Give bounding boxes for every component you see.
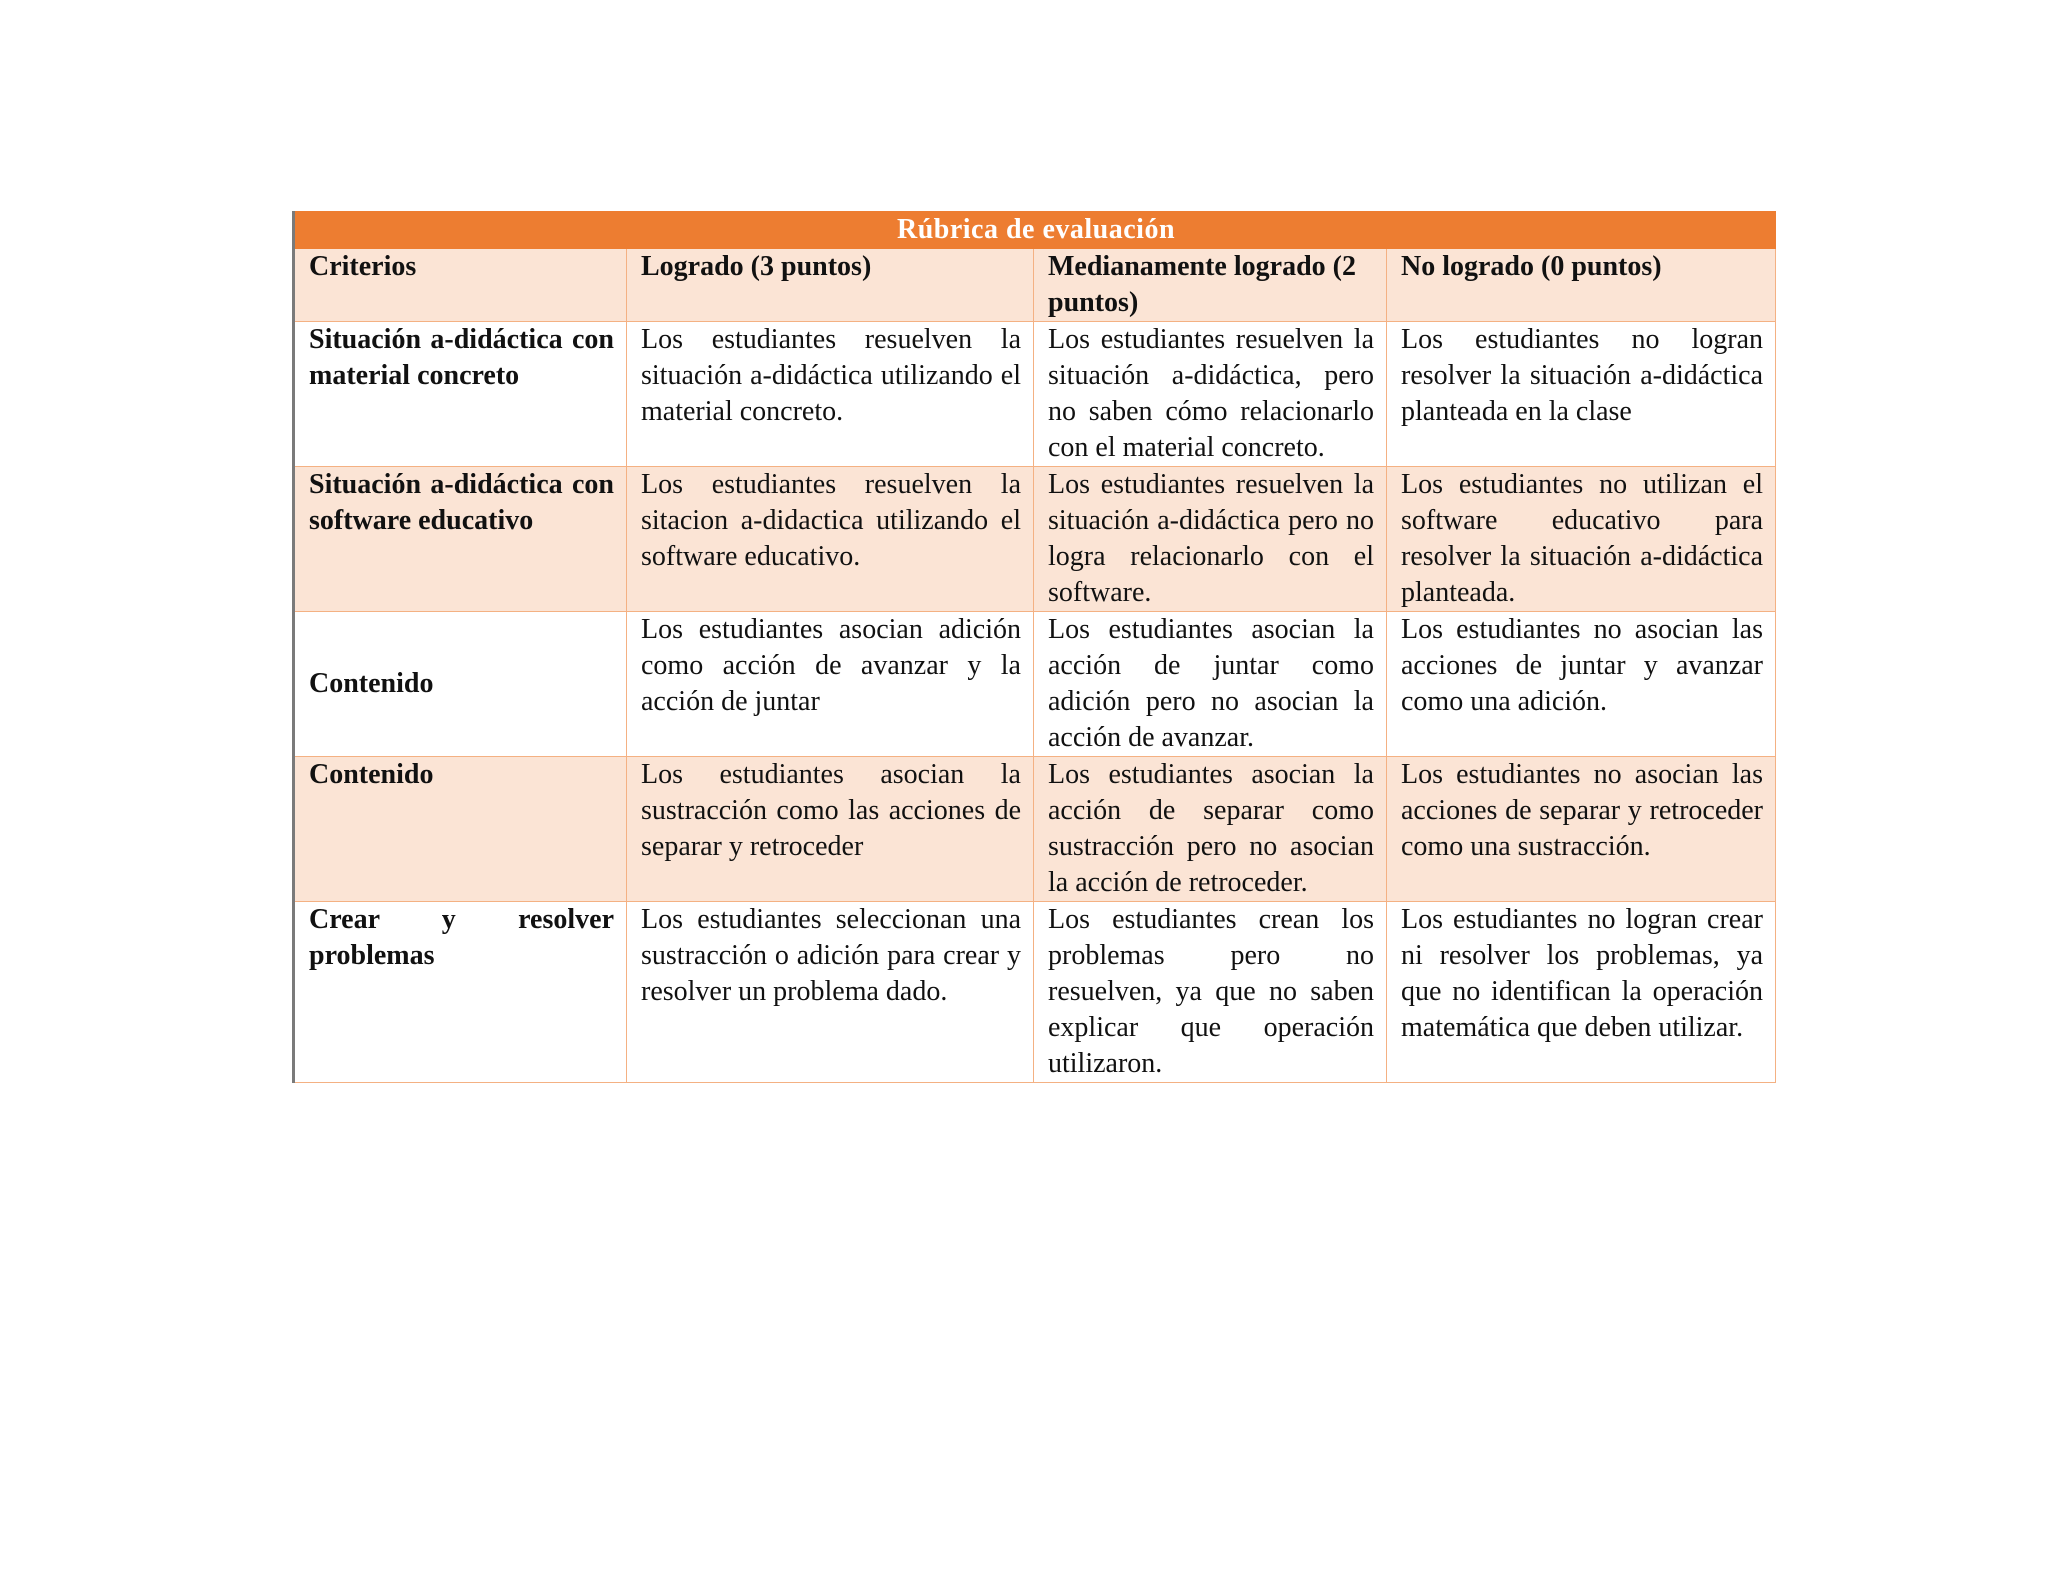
logrado-cell: Los estudiantes asocian adición como acción de avanzar y la acción de juntar: [627, 612, 1034, 757]
criterio-cell: Situación a-didáctica con software educativo: [294, 467, 627, 612]
criterio-cell: Situación a-didáctica con material concreto: [294, 322, 627, 467]
header-no-logrado: No logrado (0 puntos): [1387, 249, 1776, 322]
title-row: [294, 212, 1776, 249]
criterio-cell: Contenido: [294, 757, 627, 902]
medianamente-cell: Los estudiantes resuelven la situación a-didáctica pero no logra relacionarlo con el software.: [1034, 467, 1387, 612]
rubric-title: Rúbrica de evaluación: [294, 212, 1776, 249]
table-row: [294, 902, 1776, 1083]
logrado-cell: Los estudiantes resuelven la sitacion a-didactica utilizando el software educativo.: [627, 467, 1034, 612]
medianamente-cell: Los estudiantes asocian la acción de juntar como adición pero no asocian la acción de avanzar.: [1034, 612, 1387, 757]
header-row: [294, 249, 1776, 322]
table-row: [294, 757, 1776, 902]
medianamente-cell: Los estudiantes resuelven la situación a-didáctica, pero no saben cómo relacionarlo con el material concreto.: [1034, 322, 1387, 467]
medianamente-cell: Los estudiantes crean los problemas pero no resuelven, ya que no saben explicar que operación utilizaron.: [1034, 902, 1387, 1083]
logrado-cell: Los estudiantes asocian la sustracción como las acciones de separar y retroceder: [627, 757, 1034, 902]
rubric-table: [292, 211, 1776, 1083]
header-logrado: Logrado (3 puntos): [627, 249, 1034, 322]
criterio-cell: Crear y resolver problemas: [294, 902, 627, 1083]
logrado-cell: Los estudiantes resuelven la situación a-didáctica utilizando el material concreto.: [627, 322, 1034, 467]
table-row: [294, 467, 1776, 612]
no-logrado-cell: Los estudiantes no utilizan el software educativo para resolver la situación a-didáctica planteada.: [1387, 467, 1776, 612]
no-logrado-cell: Los estudiantes no asocian las acciones de juntar y avanzar como una adición.: [1387, 612, 1776, 757]
no-logrado-cell: Los estudiantes no logran crear ni resolver los problemas, ya que no identifican la operación matemática que deben utilizar.: [1387, 902, 1776, 1083]
no-logrado-cell: Los estudiantes no asocian las acciones de separar y retroceder como una sustracción.: [1387, 757, 1776, 902]
logrado-cell: Los estudiantes seleccionan una sustracción o adición para crear y resolver un problema dado.: [627, 902, 1034, 1083]
header-medianamente: Medianamente logrado (2 puntos): [1034, 249, 1387, 322]
criterio-cell: Contenido: [294, 612, 627, 757]
no-logrado-cell: Los estudiantes no logran resolver la situación a-didáctica planteada en la clase: [1387, 322, 1776, 467]
header-criterios: Criterios: [294, 249, 627, 322]
table-row: [294, 322, 1776, 467]
medianamente-cell: Los estudiantes asocian la acción de separar como sustracción pero no asocian la acción de retroceder.: [1034, 757, 1387, 902]
table-row: [294, 612, 1776, 757]
